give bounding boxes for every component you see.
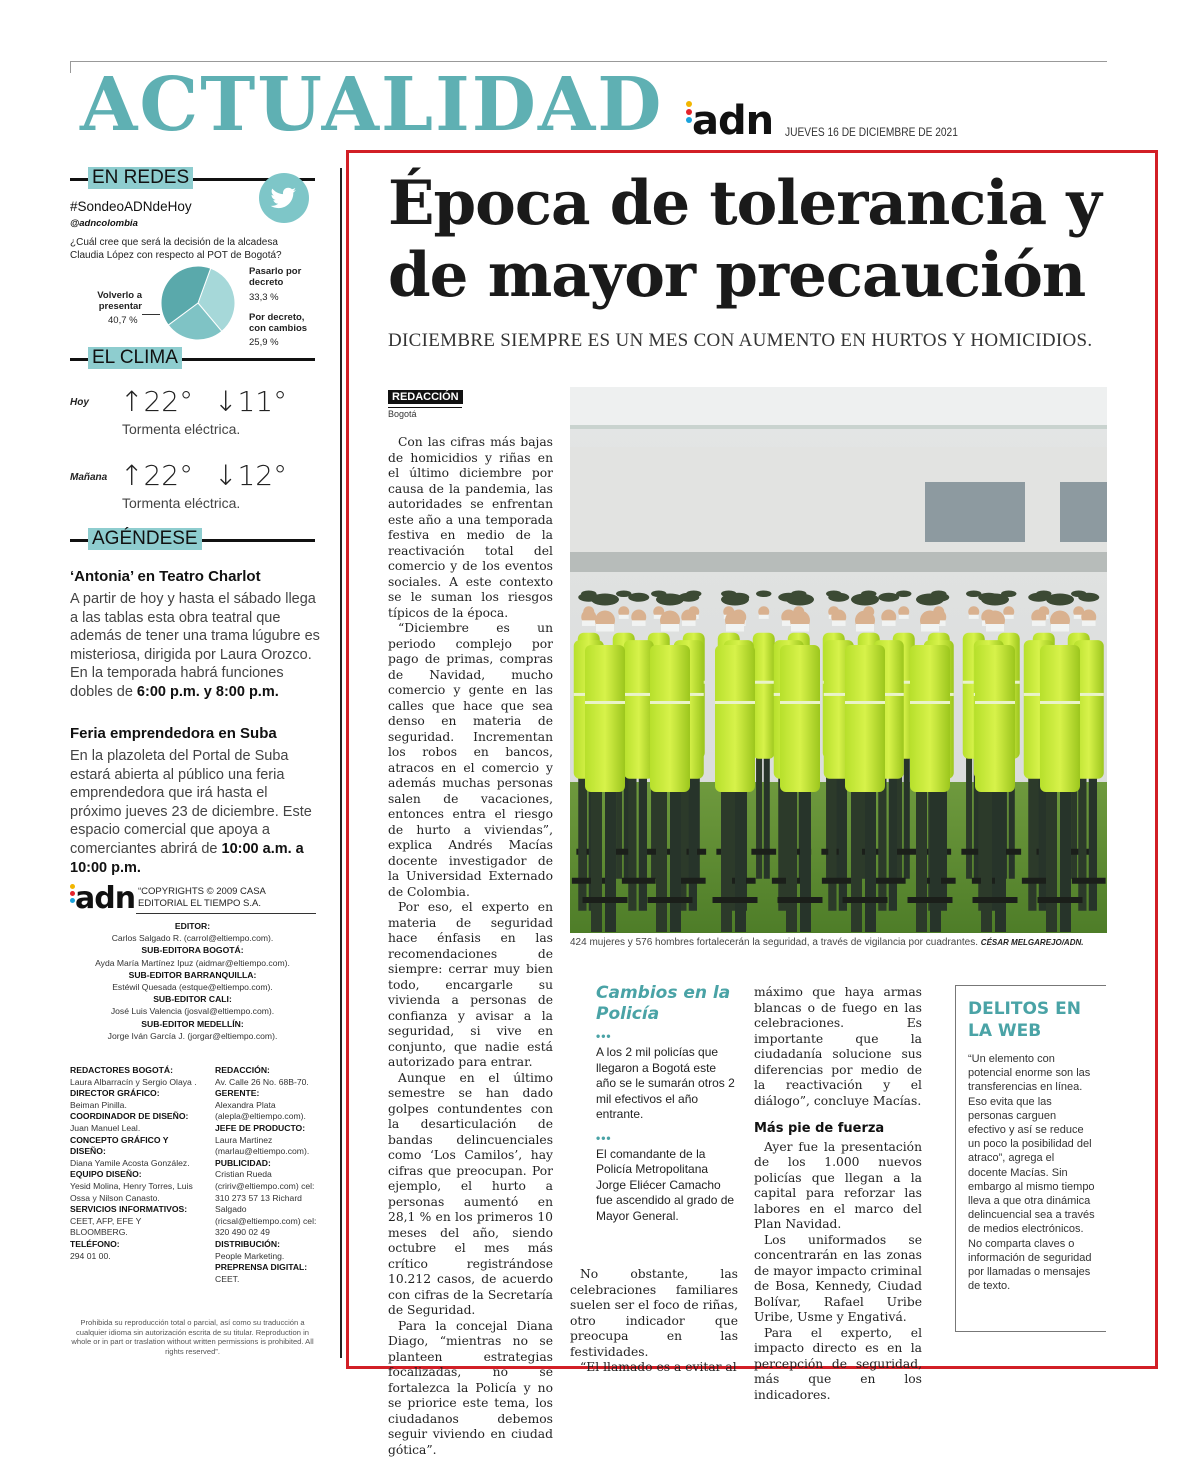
bullet-dots-icon: ••• xyxy=(596,1031,736,1041)
paragraph: Aunque en el último semestre se han dado golpes contundentes con la desarticulación de bandas delincuenciales como ‘Los Camilos’, hay cifras que preocupan. Por ejemplo, el hurto a personas aumentó en 28,1 % en los primeros 10 meses del año, siendo octubre el mes más crítico registrándose 10.212 casos, de acuerdo con cifras de la Secretaría de Seguridad. xyxy=(388,1071,553,1319)
poll-question: ¿Cuál cree que será la decisión de la alcadesa Claudia López con respecto al POT de Bogotá? xyxy=(70,236,310,262)
poll-hashtag: #SondeoADNdeHoy xyxy=(70,199,192,214)
poll-value-cambios: 25,9 % xyxy=(249,337,279,348)
staff-role: REDACTORES BOGOTÁ: xyxy=(70,1065,200,1077)
staff-left-column xyxy=(70,1065,200,1262)
paragraph: Con las cifras más bajas de homicidios y riñas en el último diciembre por causa de la pandemia, las autoridades se enfrentan este año a una temporada festiva en medio de la reactivación total del comercio y de los eventos sociales. A este contexto se le suman los riesgos típicos de la época. xyxy=(388,435,553,621)
staff-name: Laura Martinez (marlau@eltiempo.com). xyxy=(215,1135,325,1158)
staff-name: Ayda María Martínez Ipuz (aidmar@eltiempo.com). xyxy=(70,957,315,969)
event-text-feria: En la plazoleta del Portal de Suba estará abierta al público una feria emprendedora que irá hasta el próximo jueves 23 de diciembre. Este espacio comercial que apoya a comerciantes abrirá de 10:00 a.m. a 10:00 p.m. xyxy=(70,747,320,877)
poll-label-decreto: Pasarlo por decreto xyxy=(249,266,309,288)
paragraph: Por eso, el experto en materia de seguridad hace énfasis en las recomendaciones de siempre: cerrar muy bien todo, encargarle su vivienda a personas de confianza y avisar a la seguridad, si vive en conjunto, que nadie está autorizado para entrar. xyxy=(388,900,553,1071)
byline xyxy=(388,387,463,419)
section-heading-redes: EN REDES xyxy=(70,167,315,189)
event-title-feria: Feria emprendedora en Suba xyxy=(70,725,277,742)
poll-pie-chart xyxy=(160,265,236,341)
staff-role: SERVICIOS INFORMATIVOS: xyxy=(70,1204,200,1216)
staff-name: Av. Calle 26 No. 68B-70. xyxy=(215,1077,325,1089)
staff-name: Estéwil Quesada (estque@eltiempo.com). xyxy=(70,981,315,993)
staff-role: COORDINADOR DE DISEÑO: xyxy=(70,1111,200,1123)
box-text: “Un elemento con potencial enorme son las transferencias en línea. Eso evita que las personas carguen efectivo y así se reduce un poco la posibilidad del atraco”, agrega el docente Macías. Sin embargo al mismo tiempo lleva a que otra dinámica delincuencial sea a través de medios electrónicos. No comparta claves o información de seguridad por llamadas o mensajes de texto. xyxy=(968,1052,1096,1293)
poll-value-decreto: 33,3 % xyxy=(249,292,279,303)
staff-name: Carlos Salgado R. (carrol@eltiempo.com). xyxy=(70,932,315,944)
article-column-3 xyxy=(754,985,922,1403)
weather-condition-today: Tormenta eléctrica. xyxy=(122,421,240,437)
weather-low-today: ↓11° xyxy=(214,385,287,418)
event-text-antonia: A partir de hoy y hasta el sábado llega a las tablas esta obra teatral que además de tener una trama lúgubre es misteriosa, dirigida por Laura Orozco. En la temporada habrá funciones dobles de 6:00 p.m. y 8:00 p.m. xyxy=(70,590,320,702)
weather-day-today: Hoy xyxy=(70,397,89,408)
section-title: ACTUALIDAD xyxy=(80,68,663,142)
staff-role: CONCEPTO GRÁFICO Y DISEÑO: xyxy=(70,1135,200,1158)
poll-leader-line xyxy=(142,314,160,315)
weather-high-tomorrow: ↑22° xyxy=(120,459,193,492)
staff-role: SUB-EDITORA BOGOTÁ: xyxy=(70,944,315,956)
staff-role: SUB-EDITOR CALI: xyxy=(70,993,315,1005)
staff-role: PREPRENSA DIGITAL: xyxy=(215,1262,325,1274)
issue-date: JUEVES 16 DE DICIEMBRE DE 2021 xyxy=(785,125,958,139)
poll-label-cambios: Por decreto, con cambios xyxy=(249,312,313,334)
staff-role: GERENTE: xyxy=(215,1088,325,1100)
staff-role: EDITOR: xyxy=(70,920,315,932)
sidebar-box-delitos-web xyxy=(955,985,1106,1332)
staff-role: DIRECTOR GRÁFICO: xyxy=(70,1088,200,1100)
staff-role: SUB-EDITOR MEDELLÍN: xyxy=(70,1018,315,1030)
byline-label: REDACCIÓN xyxy=(388,390,463,404)
staff-role: EQUIPO DISEÑO: xyxy=(70,1169,200,1181)
sidebar-divider xyxy=(340,168,342,1358)
poll-account: @adncolombia xyxy=(70,218,138,229)
photo-credit: CÉSAR MELGAREJO/ADN. xyxy=(981,938,1084,947)
staff-name: Diana Yamile Acosta González. xyxy=(70,1158,200,1170)
weather-day-tomorrow: Mañana xyxy=(70,472,107,483)
poll-value-volver: 40,7 % xyxy=(108,315,138,326)
article-column-2 xyxy=(570,1267,738,1376)
article-subhead: Más pie de fuerza xyxy=(754,1121,922,1137)
box-title: DELITOS EN LA WEB xyxy=(968,998,1106,1042)
staff-name: People Marketing. xyxy=(215,1251,325,1263)
bullet-dots-icon: ••• xyxy=(596,1133,736,1143)
box-item: El comandante de la Policía Metropolitana Jorge Eliécer Camacho fue ascendido al grado de Mayor General. xyxy=(596,1147,736,1225)
paragraph: “Diciembre es un periodo complejo por pago de primas, compras de Navidad, mucho comercio y gente en las calles que hace que sea denso en materia de seguridad. Incrementan los robos en bancos, atracos en el comercio y además muchas personas salen de vacaciones, entonces entra el riesgo de hurto a viviendas”, explica Andrés Macías docente investigador de la Universidad Externado de Colombia. xyxy=(388,621,553,900)
legal-notice: Prohibida su reproducción total o parcial, así como su traducción a cualquier idioma sin autorización escrita de su titular. Reproduction in whole or in part or traslation without written permissions is prohibited. All rights reserved”. xyxy=(70,1318,315,1356)
staff-name: CEET. xyxy=(215,1274,325,1286)
staff-name: Alexandra Plata (alepla@eltiempo.com). xyxy=(215,1100,325,1123)
staff-right-column xyxy=(215,1065,325,1285)
paragraph: Para el experto, el impacto directo es en la percepción de seguridad, más que en los indicadores. xyxy=(754,1326,922,1404)
staff-role: PUBLICIDAD: xyxy=(215,1158,325,1170)
copyright-note: “COPYRIGHTS © 2009 CASA EDITORIAL EL TIEMPO S.A. xyxy=(138,886,278,910)
staff-name: Cristian Rueda (cririv@eltiempo.com) cel: 310 273 57 13 Richard Salgado (ricsal@eltiempo.com) cel: 320 490 02 49 xyxy=(215,1169,325,1239)
sidebar-box-cambios xyxy=(596,983,736,1224)
article-photo-police-formation xyxy=(570,387,1107,933)
section-heading-clima: EL CLIMA xyxy=(70,347,315,369)
weather-condition-tomorrow: Tormenta eléctrica. xyxy=(122,495,240,511)
paragraph: máximo que haya armas blancas o de fuego en las celebraciones. Es importante que la ciudadanía solucione sus diferencias por medio de la reactivación y el diálogo”, concluye Macías. xyxy=(754,985,922,1109)
top-rule-tick xyxy=(70,61,71,73)
staff-list xyxy=(70,920,315,1042)
staff-role: DISTRIBUCIÓN: xyxy=(215,1239,325,1251)
photo-caption: 424 mujeres y 576 hombres fortalecerán la seguridad, a través de vigilancia por cuadrantes. CÉSAR MELGAREJO/ADN. xyxy=(570,937,1110,948)
weather-low-tomorrow: ↓12° xyxy=(214,459,287,492)
paragraph: Para la concejal Diana Diago, “mientras no se planteen estrategias focalizadas, no se fortalezca la Policía y no se priorice este tema, los ciudadanos debemos seguir viviendo en ciudad gótica”. xyxy=(388,1319,553,1458)
twitter-bird-icon xyxy=(258,172,310,224)
paragraph: Ayer fue la presentación de los 1.000 nuevos policías que llegan a la capital para reforzar las labores en el marco del Plan Navidad. xyxy=(754,1140,922,1233)
adn-logo-footer: adn xyxy=(70,884,135,914)
staff-role: TELÉFONO: xyxy=(70,1239,200,1251)
section-heading-agenda: AGÉNDESE xyxy=(70,528,315,550)
paragraph: Los uniformados se concentrarán en las zonas de mayor impacto criminal de Bosa, Kennedy, Ciudad Bolívar, Rafael Uribe Uribe, Usme y Engativá. xyxy=(754,1233,922,1326)
staff-name: José Luis Valencia (josval@eltiempo.com). xyxy=(70,1005,315,1017)
article-column-1 xyxy=(388,435,553,1458)
article-headline: Época de tolerancia y de mayor precaución xyxy=(388,168,1128,312)
staff-role: SUB-EDITOR BARRANQUILLA: xyxy=(70,969,315,981)
adn-logo: adn xyxy=(686,101,773,141)
paragraph: No obstante, las celebraciones familiares suelen ser el foco de riñas, otro indicador que preocupa en las festividades. xyxy=(570,1267,738,1360)
event-title-antonia: ‘Antonia’ en Teatro Charlot xyxy=(70,568,261,585)
box-title: Cambios en la Policía xyxy=(596,983,736,1025)
staff-role: REDACCIÓN: xyxy=(215,1065,325,1077)
poll-label-volver: Volverlo a presentar xyxy=(86,290,142,312)
staff-name: CEET, AFP, EFE Y BLOOMBERG. xyxy=(70,1216,200,1239)
staff-name: Laura Albarracín y Sergio Olaya . xyxy=(70,1077,200,1089)
weather-high-today: ↑22° xyxy=(120,385,193,418)
byline-city: Bogotá xyxy=(388,407,462,419)
copyright-rule xyxy=(136,913,316,914)
staff-name: Beiman Pinilla. xyxy=(70,1100,200,1112)
staff-name: 294 01 00. xyxy=(70,1251,200,1263)
staff-role: JEFE DE PRODUCTO: xyxy=(215,1123,325,1135)
staff-name: Juan Manuel Leal. xyxy=(70,1123,200,1135)
box-item: A los 2 mil policías que llegaron a Bogotá este año se le sumarán otros 2 mil efectivos el año entrante. xyxy=(596,1045,736,1123)
staff-name: Yesid Molina, Henry Torres, Luis Ossa y Nilson Canasto. xyxy=(70,1181,200,1204)
paragraph: “El llamado es a evitar al xyxy=(570,1360,738,1376)
staff-name: Jorge Iván García J. (jorgar@eltiempo.com). xyxy=(70,1030,315,1042)
article-kicker: DICIEMBRE SIEMPRE ES UN MES CON AUMENTO EN HURTOS Y HOMICIDIOS. xyxy=(388,330,1092,352)
